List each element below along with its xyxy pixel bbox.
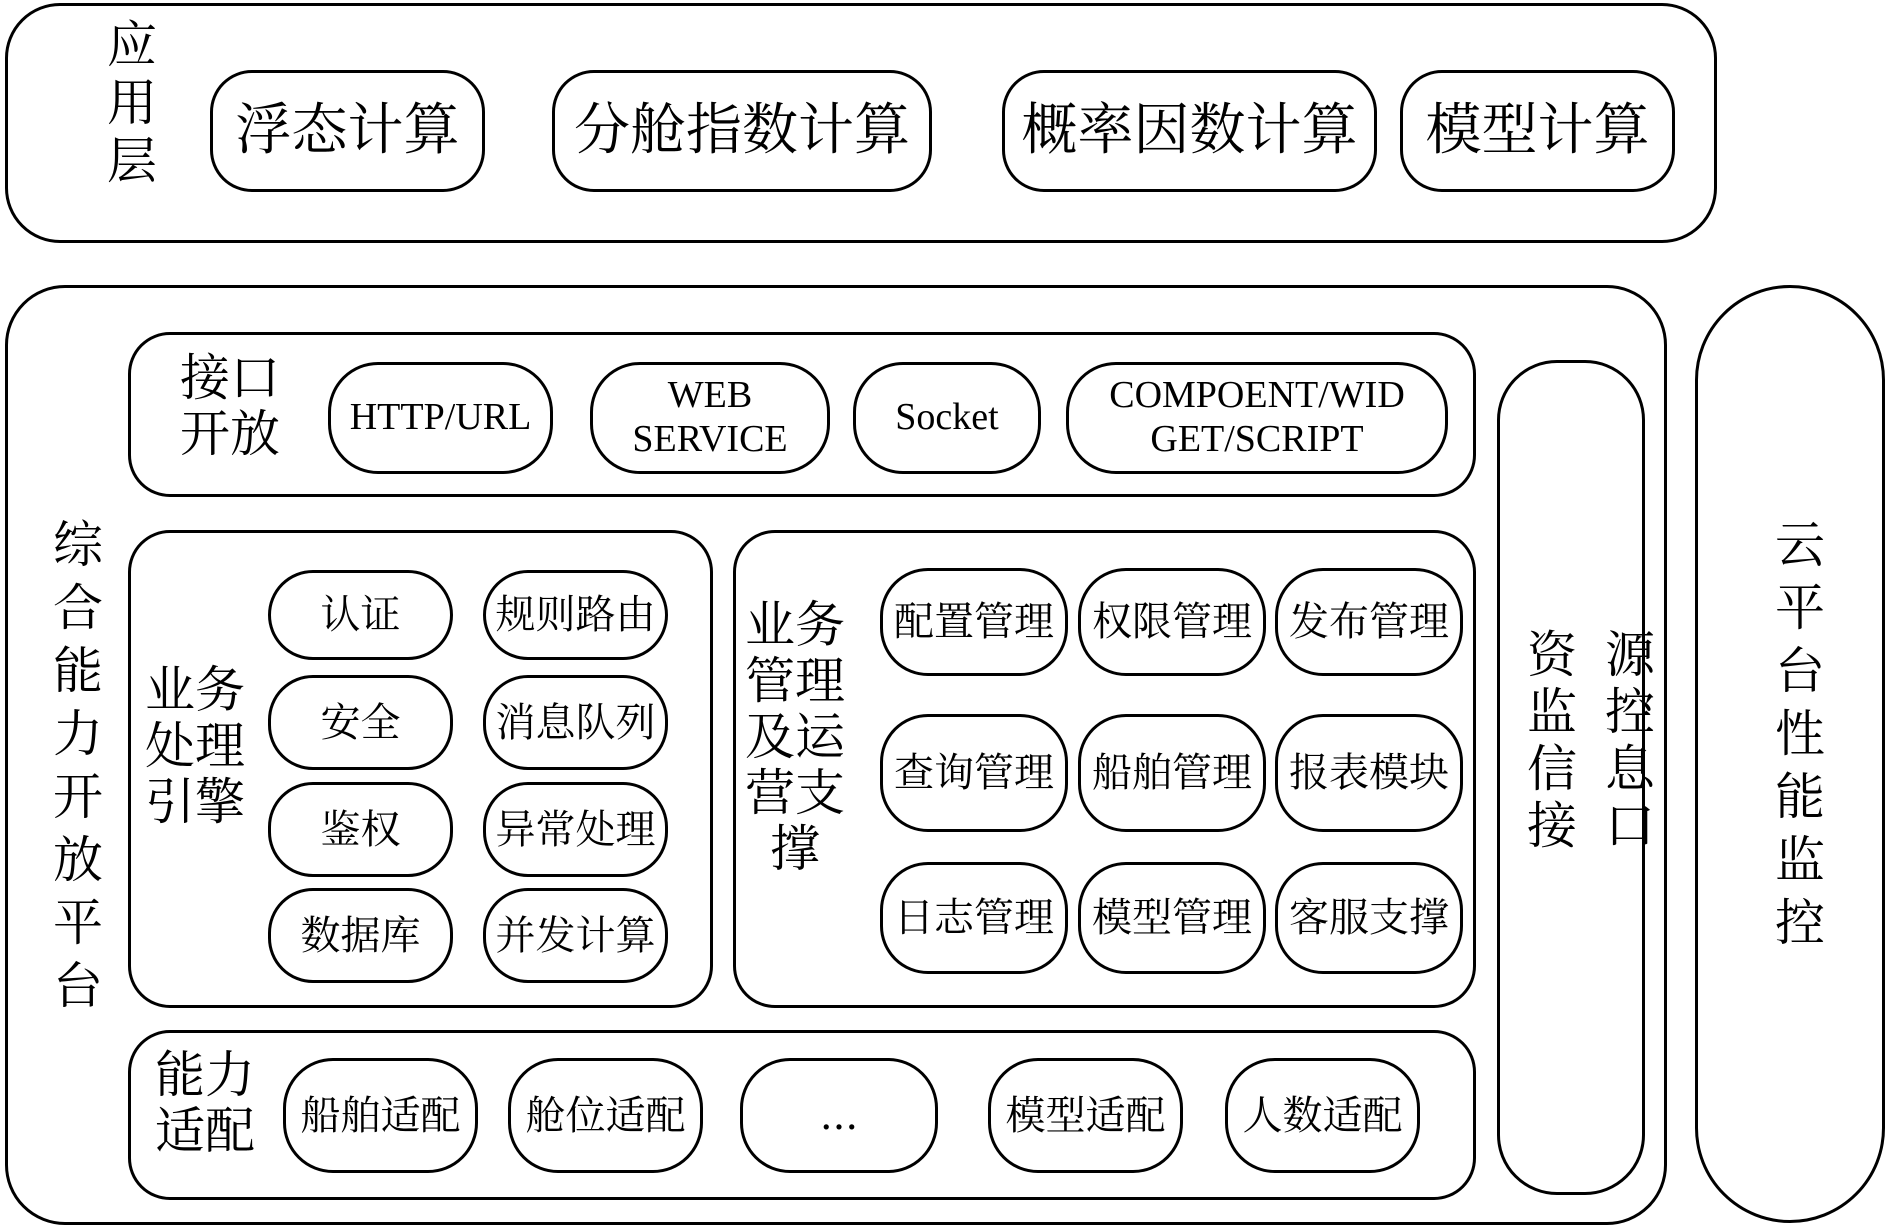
mgmt-release: 发布管理 <box>1275 568 1463 676</box>
cloud-monitor-label <box>1760 518 1832 998</box>
mgmt-model: 模型管理 <box>1078 862 1266 974</box>
mgmt-ship: 船舶管理 <box>1078 714 1266 832</box>
mgmt-report: 报表模块 <box>1275 714 1463 832</box>
adapter-ship: 船舶适配 <box>283 1058 478 1173</box>
interface-http-url: HTTP/URL <box>328 362 553 474</box>
engine-item-concurrent-compute: 并发计算 <box>483 888 668 983</box>
mgmt-permission: 权限管理 <box>1078 568 1266 676</box>
adapter-label: 能力 适配 <box>155 1046 255 1160</box>
adapter-headcount: 人数适配 <box>1225 1058 1420 1173</box>
engine-item-rule-routing: 规则路由 <box>483 570 668 660</box>
adapter-ellipsis: ... <box>740 1058 938 1173</box>
app-module-floating-state: 浮态计算 <box>210 70 485 192</box>
cloud-monitor-label-text: 云平台性能监控 <box>1767 518 1825 959</box>
app-module-model-calc: 模型计算 <box>1400 70 1675 192</box>
interface-label: 接口 开放 <box>180 349 280 463</box>
adapter-cabin: 舱位适配 <box>508 1058 703 1173</box>
app-module-subdivision-index: 分舱指数计算 <box>552 70 932 192</box>
engine-label: 业务 处理 引擎 <box>145 661 245 831</box>
resource-monitor-col-right: 源控息口 <box>1597 628 1655 856</box>
mgmt-config: 配置管理 <box>880 568 1068 676</box>
engine-item-message-queue: 消息队列 <box>483 675 668 770</box>
mgmt-customer-service: 客服支撑 <box>1275 862 1463 974</box>
application-layer-label-text: 应用层 <box>99 18 157 192</box>
application-layer-label <box>92 18 164 228</box>
engine-item-authorization: 鉴权 <box>268 782 453 877</box>
platform-label <box>38 518 110 1078</box>
resource-monitor-label <box>1512 628 1662 928</box>
app-module-probability-factor: 概率因数计算 <box>1002 70 1377 192</box>
platform-label-text: 综合能力开放平台 <box>45 518 103 1022</box>
adapter-model: 模型适配 <box>988 1058 1183 1173</box>
engine-item-security: 安全 <box>268 675 453 770</box>
interface-component-widget-script: COMPOENT/WID GET/SCRIPT <box>1066 362 1448 474</box>
engine-item-database: 数据库 <box>268 888 453 983</box>
engine-item-auth: 认证 <box>268 570 453 660</box>
interface-socket: Socket <box>853 362 1041 474</box>
resource-monitor-col-left: 资监信接 <box>1519 628 1577 856</box>
mgmt-log: 日志管理 <box>880 862 1068 974</box>
management-label: 业务 管理 及运 营支 撑 <box>745 596 845 878</box>
interface-web-service: WEB SERVICE <box>590 362 830 474</box>
mgmt-query: 查询管理 <box>880 714 1068 832</box>
engine-item-exception-handling: 异常处理 <box>483 782 668 877</box>
